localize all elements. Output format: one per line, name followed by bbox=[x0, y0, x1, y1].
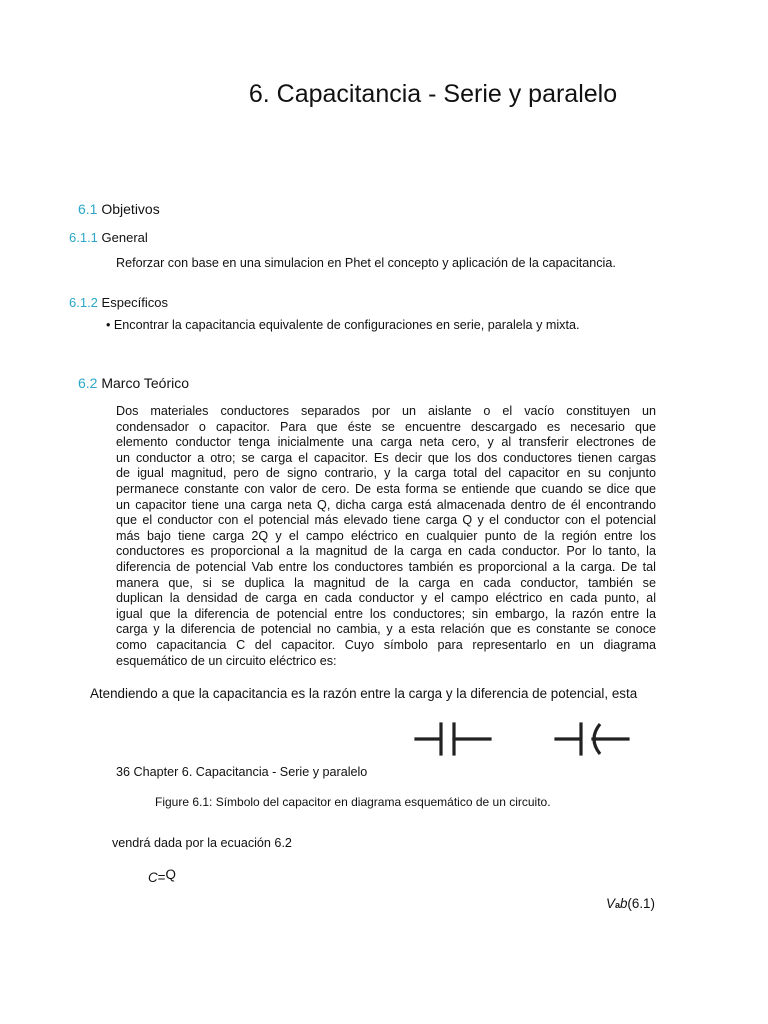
paragraph-line: igual que la diferencia de potencial entre los conductores; sin embargo, la razón entre la bbox=[116, 606, 656, 621]
paragraph-line: de igual magnitud, pero de signo contrario, y la carga total del capacitor en su conjunto bbox=[116, 466, 656, 481]
paragraph-line: que el conductor con el potencial más elevado tiene carga Q y el conductor con el potencial bbox=[116, 513, 656, 528]
paragraph-line: manera que, si se duplica la magnitud de la carga en cada conductor, también se bbox=[116, 575, 656, 590]
subsection-label: Específicos bbox=[101, 295, 169, 310]
running-header: 36 Chapter 6. Capacitancia - Serie y paralelo bbox=[116, 765, 368, 779]
paragraph-line: Dos materiales conductores separados por un aislante o el vacío constituyen un bbox=[116, 404, 656, 418]
paragraph-line: diferencia de potencial Vab entre los conductores también es proporcional a la carga. De tal bbox=[116, 559, 656, 574]
capacitance-symbol: C bbox=[148, 870, 158, 885]
equation-denominator bbox=[606, 896, 655, 911]
equation-reference-text: vendrá dada por la ecuación 6.2 bbox=[112, 836, 292, 850]
paragraph-line: duplican la densidad de carga en cada conductor y el campo eléctrico en cada punto, al bbox=[116, 591, 656, 606]
capacitor-symbol-icon bbox=[416, 724, 490, 754]
voltage-symbol: V bbox=[606, 896, 615, 911]
capacitor-symbols-figure bbox=[410, 718, 634, 760]
specific-bullet: • Encontrar la capacitancia equivalente de configuraciones en serie, paralela y mixta. bbox=[106, 318, 580, 332]
theory-paragraph bbox=[116, 404, 656, 669]
paragraph-line: permanece constante con valor de cero. De esta forma se entiende que cuando se dice que bbox=[116, 481, 656, 496]
paragraph-line: condensador o capacitor. Para que éste se encuentre descargado es necesario que bbox=[116, 419, 656, 434]
voltage-subscript-b: b bbox=[619, 896, 628, 911]
equation-lhs bbox=[148, 867, 176, 885]
section-number: 6.2 bbox=[78, 375, 98, 391]
subsection-especificos bbox=[69, 295, 168, 310]
paragraph-line: conductores es proporcional a la magnitud de la carga en cada conductor. Por lo tanto, la bbox=[116, 544, 656, 559]
section-objetivos bbox=[78, 201, 160, 217]
paragraph-line: más bajo tiene carga 2Q y el campo eléctrico en cualquier punto de la región entre los bbox=[116, 528, 656, 543]
figure-caption: Figure 6.1: Símbolo del capacitor en diagrama esquemático de un circuito. bbox=[155, 795, 551, 809]
equation-number: (6.1) bbox=[627, 896, 655, 911]
section-label: Objetivos bbox=[101, 201, 160, 217]
paragraph-line: un capacitor tiene una carga neta Q, dicha carga está almacenada dentro de él encontrando bbox=[116, 497, 656, 512]
charge-symbol: Q bbox=[165, 867, 176, 882]
section-label: Marco Teórico bbox=[101, 375, 190, 391]
subsection-label: General bbox=[101, 230, 148, 245]
voltage-subscript-a: a bbox=[614, 900, 620, 910]
subsection-general bbox=[69, 230, 148, 245]
section-number: 6.1 bbox=[78, 201, 98, 217]
section-marco-teorico bbox=[78, 375, 189, 391]
paragraph-line: como capacitancia C del capacitor. Cuyo símbolo para representarlo en un diagrama bbox=[116, 637, 656, 652]
continuation-text: Atendiendo a que la capacitancia es la razón entre la carga y la diferencia de potencial, esta bbox=[90, 686, 638, 701]
paragraph-line: esquemático de un circuito eléctrico es: bbox=[116, 653, 337, 668]
equals-sign: = bbox=[157, 870, 166, 885]
polarized-capacitor-symbol-icon bbox=[556, 724, 628, 754]
paragraph-line: carga y la diferencia de potencial no cambia, y a esta relación que es constante se conoce bbox=[116, 622, 656, 637]
subsection-number: 6.1.2 bbox=[69, 295, 98, 310]
page-title: 6. Capacitancia - Serie y paralelo bbox=[248, 80, 618, 108]
general-text: Reforzar con base en una simulacion en Phet el concepto y aplicación de la capacitancia. bbox=[116, 256, 616, 270]
paragraph-line: un conductor a otro; se carga el capacitor. Es decir que los dos conductores tienen cargas bbox=[116, 450, 656, 465]
subsection-number: 6.1.1 bbox=[69, 230, 98, 245]
paragraph-line: elemento conductor tenga inicialmente una carga neta cero, y al transferir electrones de bbox=[116, 435, 656, 450]
